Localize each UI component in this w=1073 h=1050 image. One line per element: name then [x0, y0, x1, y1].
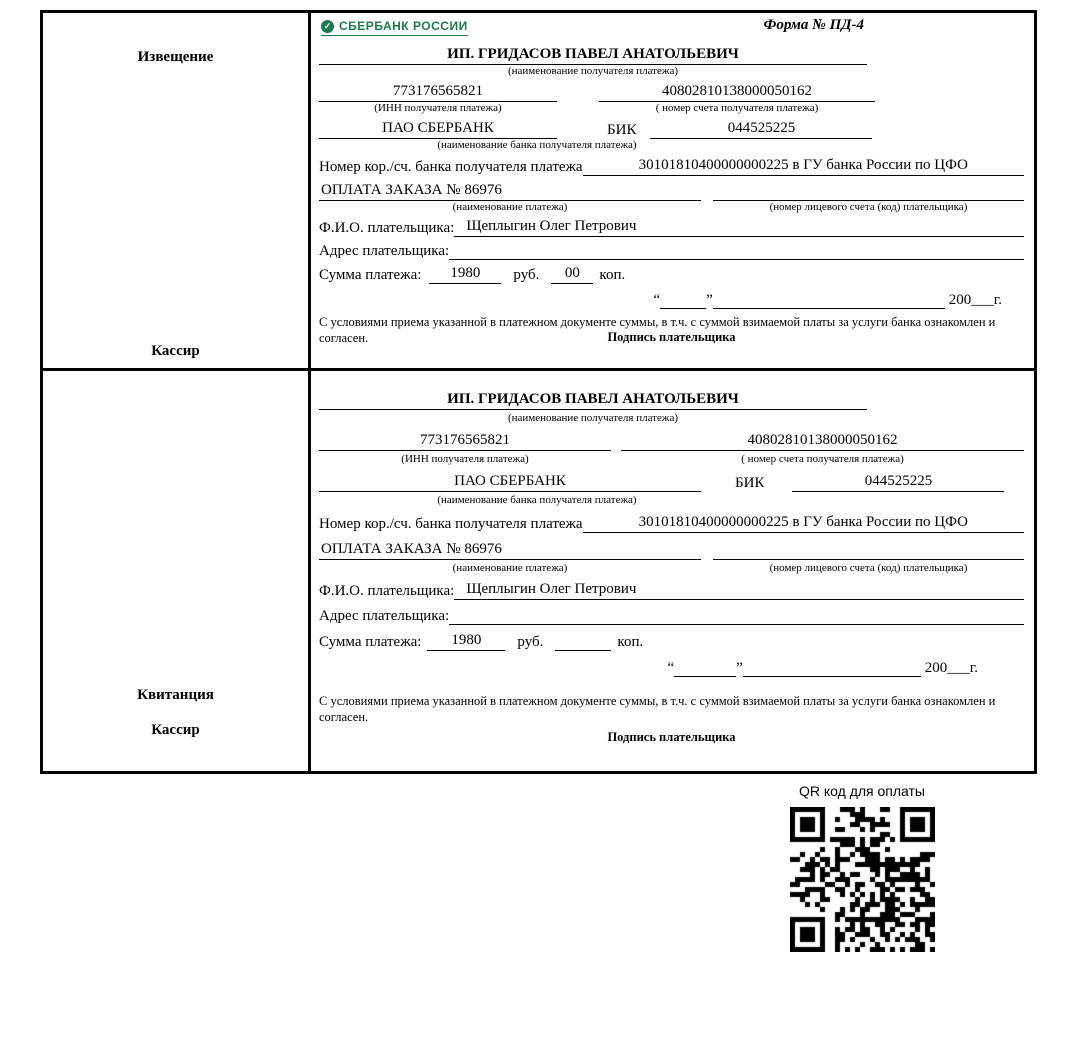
date-open-quote: “ — [653, 292, 661, 308]
date-day-line — [660, 289, 706, 309]
amount-label: Сумма платежа: — [319, 267, 422, 283]
notice-left-cell — [43, 13, 311, 368]
qr-code — [790, 807, 935, 952]
agreement-text: С условиями приема указанной в платежном документе суммы, в т.ч. с суммой взимаемой платы за услуги банка ознакомлен и согласен. — [319, 694, 996, 725]
payee-inn: 773176565821 — [319, 81, 557, 102]
date-month-line — [743, 657, 921, 677]
inn-caption: (ИНН получателя платежа) — [401, 453, 529, 465]
qr-caption: QR код для оплаты — [798, 783, 925, 799]
payee-inn: 773176565821 — [319, 430, 611, 451]
payer-address-label: Адрес плательщика: — [319, 243, 450, 259]
agreement-text: С условиями приема указанной в платежном документе суммы, в т.ч. с суммой взимаемой платы за услуги банка ознакомлен и согласен. — [319, 315, 996, 346]
rub-label: руб. — [517, 634, 544, 650]
receipt-left-cell — [43, 371, 311, 771]
payee-name: ИП. ГРИДАСОВ ПАВЕЛ АНАТОЛЬЕВИЧ — [319, 44, 867, 65]
purpose-caption: (наименование платежа) — [452, 201, 568, 213]
purpose-caption: (наименование платежа) — [452, 562, 568, 574]
amount-kop-value: 00 — [551, 263, 593, 284]
qr-block — [788, 783, 936, 952]
payee-name: ИП. ГРИДАСОВ ПАВЕЛ АНАТОЛЬЕВИЧ — [319, 389, 867, 410]
bank-name: ПАО СБЕРБАНК — [319, 118, 557, 139]
notice-section — [43, 13, 1034, 371]
payer-address-label: Адрес плательщика: — [319, 608, 450, 624]
payment-purpose: ОПЛАТА ЗАКАЗА № 86976 — [319, 180, 701, 201]
receipt-section — [43, 371, 1034, 771]
payer-code-caption: (номер лицевого счета (код) плательщика) — [769, 562, 968, 574]
account-caption: ( номер счета получателя платежа) — [655, 102, 819, 114]
form-number: Форма № ПД-4 — [763, 17, 864, 33]
date-day-line — [674, 657, 736, 677]
payer-code-caption: (номер лицевого счета (код) плательщика) — [769, 201, 968, 213]
corr-account-label: Номер кор./сч. банка получателя платежа — [319, 159, 583, 175]
bank-caption: (наименование банка получателя платежа) — [437, 139, 637, 151]
payer-name-label: Ф.И.О. плательщика: — [319, 220, 455, 236]
receipt-content — [311, 371, 1034, 771]
amount-label: Сумма платежа: — [319, 634, 422, 650]
kop-label: коп. — [599, 267, 626, 283]
payer-address-line — [449, 240, 1024, 260]
date-open-quote: “ — [667, 660, 675, 676]
bik-label: БИК — [735, 475, 765, 491]
notice-content — [311, 13, 1034, 368]
receipt-cashier-label: Кассир — [151, 722, 200, 738]
notice-label: Извещение — [137, 49, 214, 65]
sberbank-logo-icon: ✓ — [321, 20, 334, 33]
amount-rub-value: 1980 — [429, 263, 501, 284]
notice-header-row — [319, 17, 1024, 43]
date-month-line — [713, 289, 945, 309]
corr-account-label: Номер кор./сч. банка получателя платежа — [319, 516, 583, 532]
payer-code-line — [713, 540, 1024, 560]
payee-account: 40802810138000050162 — [599, 81, 875, 102]
inn-caption: (ИНН получателя платежа) — [374, 102, 502, 114]
signature-label: Подпись плательщика — [607, 329, 736, 344]
payer-code-line — [713, 181, 1024, 201]
payment-purpose: ОПЛАТА ЗАКАЗА № 86976 — [319, 539, 701, 560]
date-close-quote: ” — [706, 292, 713, 308]
date-close-quote: ” — [736, 660, 743, 676]
payer-address-line — [449, 605, 1024, 625]
corr-account-value: 30101810400000000225 в ГУ банка России по ЦФО — [583, 512, 1024, 533]
corr-account-value: 30101810400000000225 в ГУ банка России по ЦФО — [583, 155, 1024, 176]
sberbank-logo-text: СБЕРБАНК РОССИИ — [339, 19, 468, 33]
sberbank-logo — [321, 19, 468, 36]
notice-cashier-label: Кассир — [151, 343, 200, 359]
date-year-text: 200___г. — [924, 660, 978, 676]
rub-label: руб. — [513, 267, 540, 283]
payer-name-value: Щеплыгин Олег Петрович — [454, 579, 1024, 600]
signature-label: Подпись плательщика — [607, 729, 736, 744]
date-year-text: 200___г. — [948, 292, 1002, 308]
amount-kop-value — [555, 631, 611, 651]
bank-name: ПАО СБЕРБАНК — [319, 471, 701, 492]
payee-account: 40802810138000050162 — [621, 430, 1024, 451]
receipt-label: Квитанция — [137, 687, 214, 703]
payee-caption: (наименование получателя платежа) — [507, 412, 679, 424]
payer-name-value: Щеплыгин Олег Петрович — [454, 216, 1024, 237]
amount-rub-value: 1980 — [427, 630, 505, 651]
bank-caption: (наименование банка получателя платежа) — [437, 494, 637, 506]
kop-label: коп. — [617, 634, 644, 650]
payment-form-pd4 — [40, 10, 1037, 774]
account-caption: ( номер счета получателя платежа) — [741, 453, 904, 465]
bik-label: БИК — [607, 122, 637, 138]
bik-value: 044525225 — [650, 118, 872, 139]
payer-name-label: Ф.И.О. плательщика: — [319, 583, 455, 599]
payee-caption: (наименование получателя платежа) — [507, 65, 679, 77]
bik-value: 044525225 — [792, 471, 1004, 492]
